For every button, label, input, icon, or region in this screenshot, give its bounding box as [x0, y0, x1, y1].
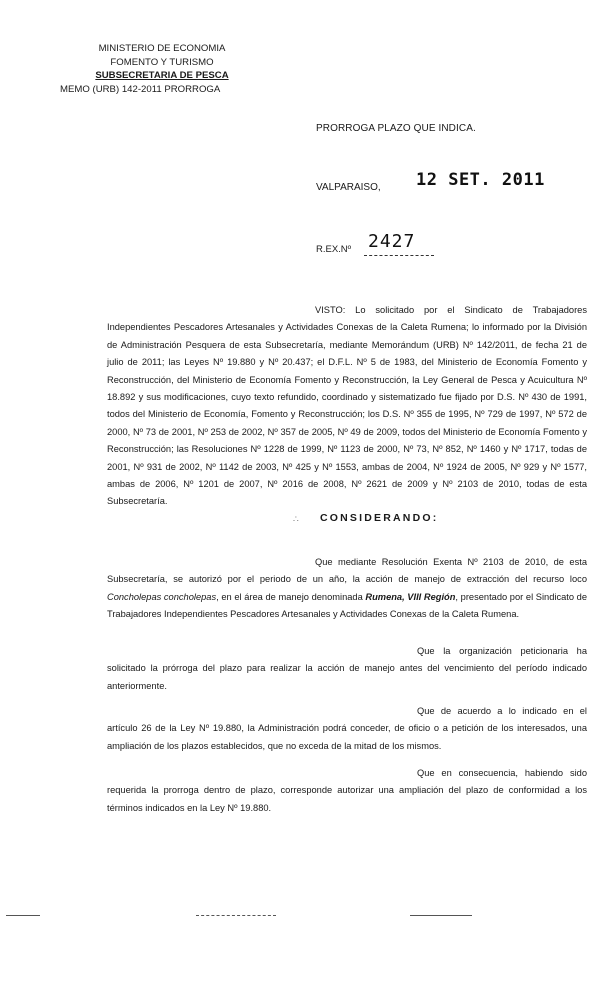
- c1-text-start: Que mediante Resolución Exenta Nº 2103 de 2010, de esta Subsecretaría, se autorizó por el periodo de un año, la acción de manejo de extracción del recurso loco: [107, 557, 587, 585]
- considerando-paragraph-3: [107, 703, 587, 755]
- c4-text: Que en consecuencia, habiendo sido requerida la prorroga dentro de plazo, corresponde autorizar una ampliación del plazo de conformidad a los términos indicados en la Ley Nº 19.880.: [107, 768, 587, 813]
- visto-paragraph: [107, 302, 587, 511]
- visto-text: VISTO: Lo solicitado por el Sindicato de Trabajadores Independientes Pescadores Artesanales y Actividades Conexas de la Caleta Rumena; lo informado por la División de Administración Pesquera de esta Subsecretaría, mediante Memorándum (URB) Nº 142/2011, de fecha 21 de julio de 2011; las Leyes Nº 19.880 y Nº 20.437; el D.F.L. Nº 5 de 1983, del Ministerio de Economía Fomento y Reconstrucción, del Ministerio de Economía Fomento y Reconstrucción, la Ley General de Pesca y Acuicultura Nº 18.892 y sus modificaciones, cuyo texto refundido, coordinado y sistematizado fue fijado por D.S. Nº 430 de 1991, todos del Ministerio de Economía, Fomento y Reconstrucción; los D.S. Nº 355 de 1995, Nº 729 de 1997, Nº 572 de 2000, Nº 73 de 2001, Nº 253 de 2002, Nº 357 de 2005, Nº 49 de 2009, todos del Ministerio de Economía Fomento y Reconstrucción; las Resoluciones Nº 1228 de 1999, Nº 1123 de 2000, Nº 73, Nº 852, Nº 1460 y Nº 1717, todas de 2001, Nº 931 de 2002, Nº 1142 de 2003, Nº 425 y Nº 1553, ambas de 2004, Nº 1924 de 2005, Nº 929 y Nº 1577, ambas de 2006, Nº 1201 de 2007, Nº 2016 de 2008, Nº 2621 de 2009 y Nº 2103 de 2010, todas de esta Subsecretaría.: [107, 305, 587, 507]
- date-stamp: 12 SET. 2011: [416, 170, 545, 190]
- document-subject: PRORROGA PLAZO QUE INDICA.: [316, 123, 476, 134]
- ministry-name-continued: FOMENTO Y TURISMO: [110, 56, 214, 68]
- letterhead: [62, 42, 262, 96]
- c2-text: Que la organización peticionaria ha solicitado la prórroga del plazo para realizar la acción de manejo antes del vencimiento del período indicado anteriormente.: [107, 646, 587, 691]
- resolution-number-label: R.EX.Nº: [316, 244, 352, 255]
- c1-text-middle: , en el área de manejo denominada: [216, 591, 366, 602]
- footer-rule-left: [6, 915, 40, 916]
- resolution-number: 2427: [368, 231, 416, 252]
- memo-reference: MEMO (URB) 142-2011 PRORROGA: [60, 83, 221, 95]
- footer-rule-right: [410, 915, 472, 916]
- scan-speck: ∴: [293, 514, 299, 524]
- species-name: Concholepas concholepas: [107, 591, 217, 602]
- c3-text: Que de acuerdo a lo indicado en el artículo 26 de la Ley Nº 19.880, la Administración podrá conceder, de oficio o a petición de los interesados, una ampliación de los plazos establecidos, que no exceda de la mitad de los mismos.: [107, 706, 587, 751]
- place-label: VALPARAISO,: [316, 182, 381, 193]
- footer-rule-center: [196, 915, 276, 916]
- ministry-name: MINISTERIO DE ECONOMIA: [98, 43, 226, 54]
- resolution-number-line: [364, 255, 434, 256]
- considerando-paragraph-2: [107, 643, 587, 695]
- subsecretaria-name: SUBSECRETARIA DE PESCA: [95, 70, 229, 81]
- considerando-heading: CONSIDERANDO:: [320, 512, 439, 524]
- considerando-paragraph-1: [107, 554, 587, 624]
- management-area-name: Rumena, VIII Región: [365, 591, 456, 602]
- c1-text-end: , presentado por el Sindicato de Trabajadores Independientes Pescadores Artesanales y Actividades Conexas de la Caleta Rumena.: [107, 591, 588, 620]
- considerando-paragraph-4: [107, 765, 587, 817]
